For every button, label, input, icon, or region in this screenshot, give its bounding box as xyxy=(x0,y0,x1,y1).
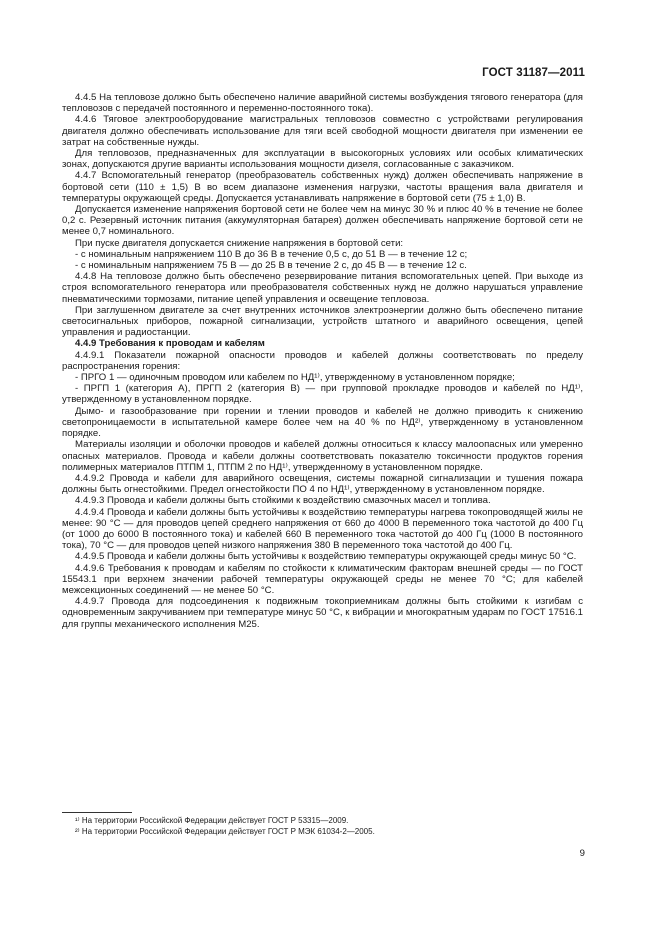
paragraph-4-4-6: 4.4.6 Тяговое электрооборудование магистральных тепловозов совместно с устройствами регулирования двигателя должно обеспечивать использование для тяги всей свободной мощности двигателя при изменении ее затрат на собственные нужды. xyxy=(62,114,583,148)
paragraph: При пуске двигателя допускается снижение напряжения в бортовой сети: xyxy=(75,237,404,249)
paragraph: Материалы изоляции и оболочки проводов и кабелей должны относиться к классу малоопасных или умеренно опасных материалов. Провода и кабели должны соответствовать показателю токсичности продуктов горения полимерных материалов ПТПМ 1, ПТПМ 2 по НД¹⁾, утвержденному в установленном порядке. xyxy=(62,439,583,473)
footnote-divider xyxy=(62,812,132,813)
paragraph-4-4-9-5: 4.4.9.5 Провода и кабели должны быть устойчивы к воздействию температуры окружающей среды минус 50 °С. xyxy=(75,551,577,563)
paragraph: Для тепловозов, предназначенных для эксплуатации в высокогорных условиях или особых климатических зонах, допускаются другие варианты использования мощности дизеля, согласованные с заказчиком. xyxy=(62,148,583,171)
list-item: - с номинальным напряжением 110 В до 36 В в течение 0,5 с, до 51 В — в течение 12 с; xyxy=(75,248,468,260)
paragraph-4-4-9-6: 4.4.9.6 Требования к проводам и кабелям по стойкости к климатическим факторам внешней среды — по ГОСТ 15543.1 при верхнем значении рабочей температуры окружающей среды не менее 70 °С; для кабелей межсекционных соединений — не менее 50 °С. xyxy=(62,562,583,596)
paragraph: При заглушенном двигателе за счет внутренних источников электроэнергии должно быть обеспечено питание светосигнальных приборов, пожарной сигнализации, устройств штатного и аварийного освещения, цепей управления и радиостанции. xyxy=(62,304,583,339)
list-item: - ПРГО 1 — одиночным проводом или кабелем по НД¹⁾, утвержденному в установленном порядке; xyxy=(75,372,515,384)
footnote-1: ¹⁾ На территории Российской Федерации действует ГОСТ Р 53315—2009. xyxy=(75,816,349,825)
footnotes xyxy=(62,812,583,837)
paragraph-4-4-9-3: 4.4.9.3 Провода и кабели должны быть стойкими к воздействию смазочных масел и топлива. xyxy=(75,495,491,507)
footnote-2: ²⁾ На территории Российской Федерации действует ГОСТ Р МЭК 61034-2—2005. xyxy=(75,826,375,836)
paragraph-4-4-8: 4.4.8 На тепловозе должно быть обеспечено резервирование питания вспомогательных цепей. При выходе из строя вспомогательного генератора или преобразователя собственных нужд не должно нарушаться управление пневматическими тормозами, питание цепей управления и освещение тепловоза. xyxy=(62,271,583,305)
paragraph-4-4-9-2: 4.4.9.2 Провода и кабели для аварийного освещения, системы пожарной сигнализации и тушения пожара должны быть огнестойкими. Предел огнестойкости ПО 4 по НД¹⁾, утвержденному в установленном порядке. xyxy=(62,472,583,496)
page-number: 9 xyxy=(579,848,585,859)
paragraph: Допускается изменение напряжения бортовой сети не более чем на минус 30 % и плюс 40 % в течение не более 0,2 с. Резервный источник питания (аккумуляторная батарея) должен обеспечивать напряжение бортовой сети не менее 0,7 номинального. xyxy=(62,204,583,238)
paragraph-4-4-7: 4.4.7 Вспомогательный генератор (преобразователь собственных нужд) должен обеспечивать напряжение в бортовой сети (110 ± 1,5) В во всем диапазоне изменения нагрузки, частоты вращения вала двигателя и температуры окружающей среды. Допускается устанавливать напряжение в бортовой сети (75 ± 1,0) В. xyxy=(62,170,583,204)
section-heading-4-4-9: 4.4.9 Требования к проводам и кабелям xyxy=(75,338,265,350)
document-body xyxy=(62,92,583,630)
paragraph-4-4-5: 4.4.5 На тепловозе должно быть обеспечено наличие аварийной системы возбуждения тягового генератора (для тепловозов с передачей постоянного и переменно-постоянного тока). xyxy=(62,92,583,115)
paragraph-4-4-9-1: 4.4.9.1 Показатели пожарной опасности проводов и кабелей должны соответствовать по пределу распространения горения: xyxy=(62,349,583,372)
paragraph: Дымо- и газообразование при горении и тлении проводов и кабелей не должно приводить к снижению светопроницаемости в испытательной камере более чем на 40 % по НД²⁾, утвержденному в установленном порядке. xyxy=(62,405,583,440)
paragraph-4-4-9-7: 4.4.9.7 Провода для подсоединения к подвижным токоприемникам должны быть стойкими к изгибам с одновременным закручиванием при температуре минус 50 °С, к вибрации и многократным ударам по ГОСТ 17516.1 для группы механического исполнения М25. xyxy=(62,596,583,630)
paragraph-4-4-9-4: 4.4.9.4 Провода и кабели должны быть устойчивы к воздействию температуры нагрева токопроводящей жилы не менее: 90 °С — для проводов цепей среднего напряжения от 660 до 4000 В переменного тока частотой до 400 Гц (от 1000 до 6000 В постоянного тока) и кабелей 660 В переменного тока частотой до 400 Гц (1000 В постоянного тока), 70 °С — для проводов цепей низкого напряжения 380 В переменного тока частотой до 400 Гц. xyxy=(62,506,583,552)
list-item: - ПРГП 1 (категория А), ПРГП 2 (категория В) — при групповой прокладке проводов и кабелей по НД¹⁾, утвержденному в установленном порядке. xyxy=(62,383,583,406)
document-code-header: ГОСТ 31187—2011 xyxy=(482,67,585,79)
list-item: - с номинальным напряжением 75 В — до 25 В в течение 2 с, до 45 В — в течение 12 с. xyxy=(75,260,467,272)
